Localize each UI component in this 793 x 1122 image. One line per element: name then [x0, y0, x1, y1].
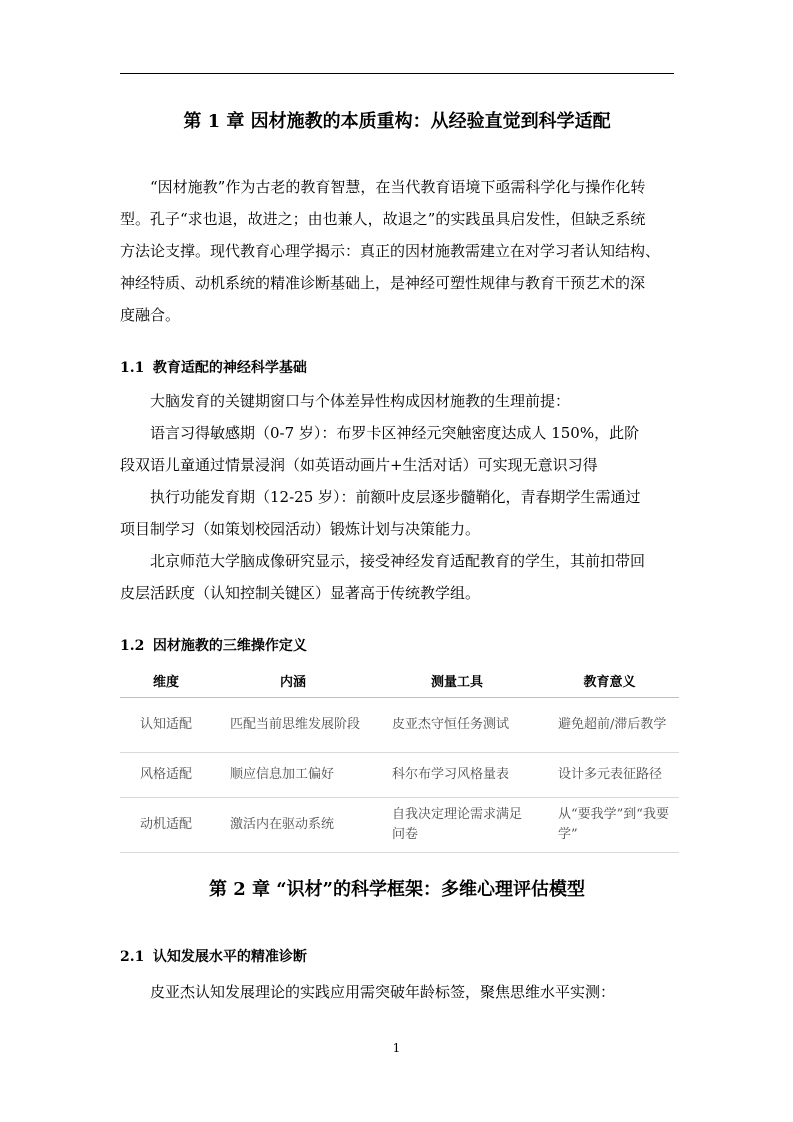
dimensions-table — [120, 663, 679, 853]
table-row — [120, 698, 679, 753]
table-cell: 匹配当前思维发展阶段 — [212, 698, 374, 753]
table-header-cell: 测量工具 — [374, 663, 540, 698]
section-2-1-heading — [120, 946, 674, 968]
section-1-1-title: 教育适配的神经科学基础 — [152, 360, 307, 376]
table-header-cell: 教育意义 — [540, 663, 679, 698]
table-row — [120, 753, 679, 798]
section-1-1-body — [120, 385, 674, 609]
table-cell: 认知适配 — [120, 698, 212, 753]
chapter-1-intro — [120, 171, 674, 331]
s11-para-4-line-2: 皮层活跃度（认知控制关键区）显著高于传统教学组。 — [120, 584, 481, 602]
s11-para-1: 大脑发育的关键期窗口与个体差异性构成因材施教的生理前提： — [150, 392, 571, 410]
chapter-1-title: 第 1 章 因材施教的本质重构：从经验直觉到科学适配 — [183, 111, 611, 132]
table-row — [120, 798, 679, 853]
header-rule — [120, 73, 674, 74]
intro-line-5: 度融合。 — [120, 306, 181, 324]
table-cell: 科尔布学习风格量表 — [374, 753, 540, 798]
table-cell: 风格适配 — [120, 753, 212, 798]
section-1-1-heading — [120, 357, 674, 379]
table-cell: 自我决定理论需求满足问卷 — [374, 798, 540, 853]
table-cell: 设计多元表征路径 — [540, 753, 679, 798]
table-header-cell: 内涵 — [212, 663, 374, 698]
section-1-2-number: 1.2 — [120, 638, 145, 654]
s21-para-1: 皮亚杰认知发展理论的实践应用需突破年龄标签，聚焦思维水平实测： — [150, 983, 616, 1001]
table-cell: 激活内在驱动系统 — [212, 798, 374, 853]
table-cell: 皮亚杰守恒任务测试 — [374, 698, 540, 753]
s11-para-4-line-1: 北京师范大学脑成像研究显示，接受神经发育适配教育的学生，其前扣带回 — [150, 552, 646, 570]
section-2-1-body — [120, 976, 674, 1008]
page-number: 1 — [392, 1041, 401, 1055]
s11-para-3-line-1: 执行功能发育期（12-25 岁）：前额叶皮层逐步髓鞘化，青春期学生需通过 — [150, 488, 641, 506]
intro-line-4: 神经特质、动机系统的精准诊断基础上，是神经可塑性规律与教育干预艺术的深 — [120, 274, 646, 292]
section-1-2-title: 因材施教的三维操作定义 — [152, 638, 307, 654]
section-2-1-title: 认知发展水平的精准诊断 — [152, 949, 307, 965]
table-cell: 动机适配 — [120, 798, 212, 853]
section-1-1-number: 1.1 — [120, 360, 145, 376]
s11-para-3-line-2: 项目制学习（如策划校园活动）锻炼计划与决策能力。 — [120, 520, 481, 538]
table-header-row — [120, 663, 679, 698]
section-1-2-heading — [120, 635, 674, 657]
table-cell: 避免超前/滞后教学 — [540, 698, 679, 753]
chapter-2-title: 第 2 章 “识材”的科学框架：多维心理评估模型 — [208, 879, 586, 900]
table-header-cell: 维度 — [120, 663, 212, 698]
intro-line-2: 型。孔子“求也退，故进之；由也兼人，故退之”的实践虽具启发性，但缺乏系统 — [120, 210, 646, 228]
intro-line-3: 方法论支撑。现代教育心理学揭示：真正的因材施教需建立在对学习者认知结构、 — [120, 242, 661, 260]
intro-line-1: “因材施教”作为古老的教育智慧，在当代教育语境下亟需科学化与操作化转 — [150, 178, 646, 196]
s11-para-2-line-1: 语言习得敏感期（0-7 岁）：布罗卡区神经元突触密度达成人 150%，此阶 — [150, 424, 640, 442]
section-2-1-number: 2.1 — [120, 949, 145, 965]
table-cell: 顺应信息加工偏好 — [212, 753, 374, 798]
s11-para-2-line-2: 段双语儿童通过情景浸润（如英语动画片+生活对话）可实现无意识习得 — [120, 456, 598, 474]
table-cell: 从“要我学”到“我要学” — [540, 798, 679, 853]
